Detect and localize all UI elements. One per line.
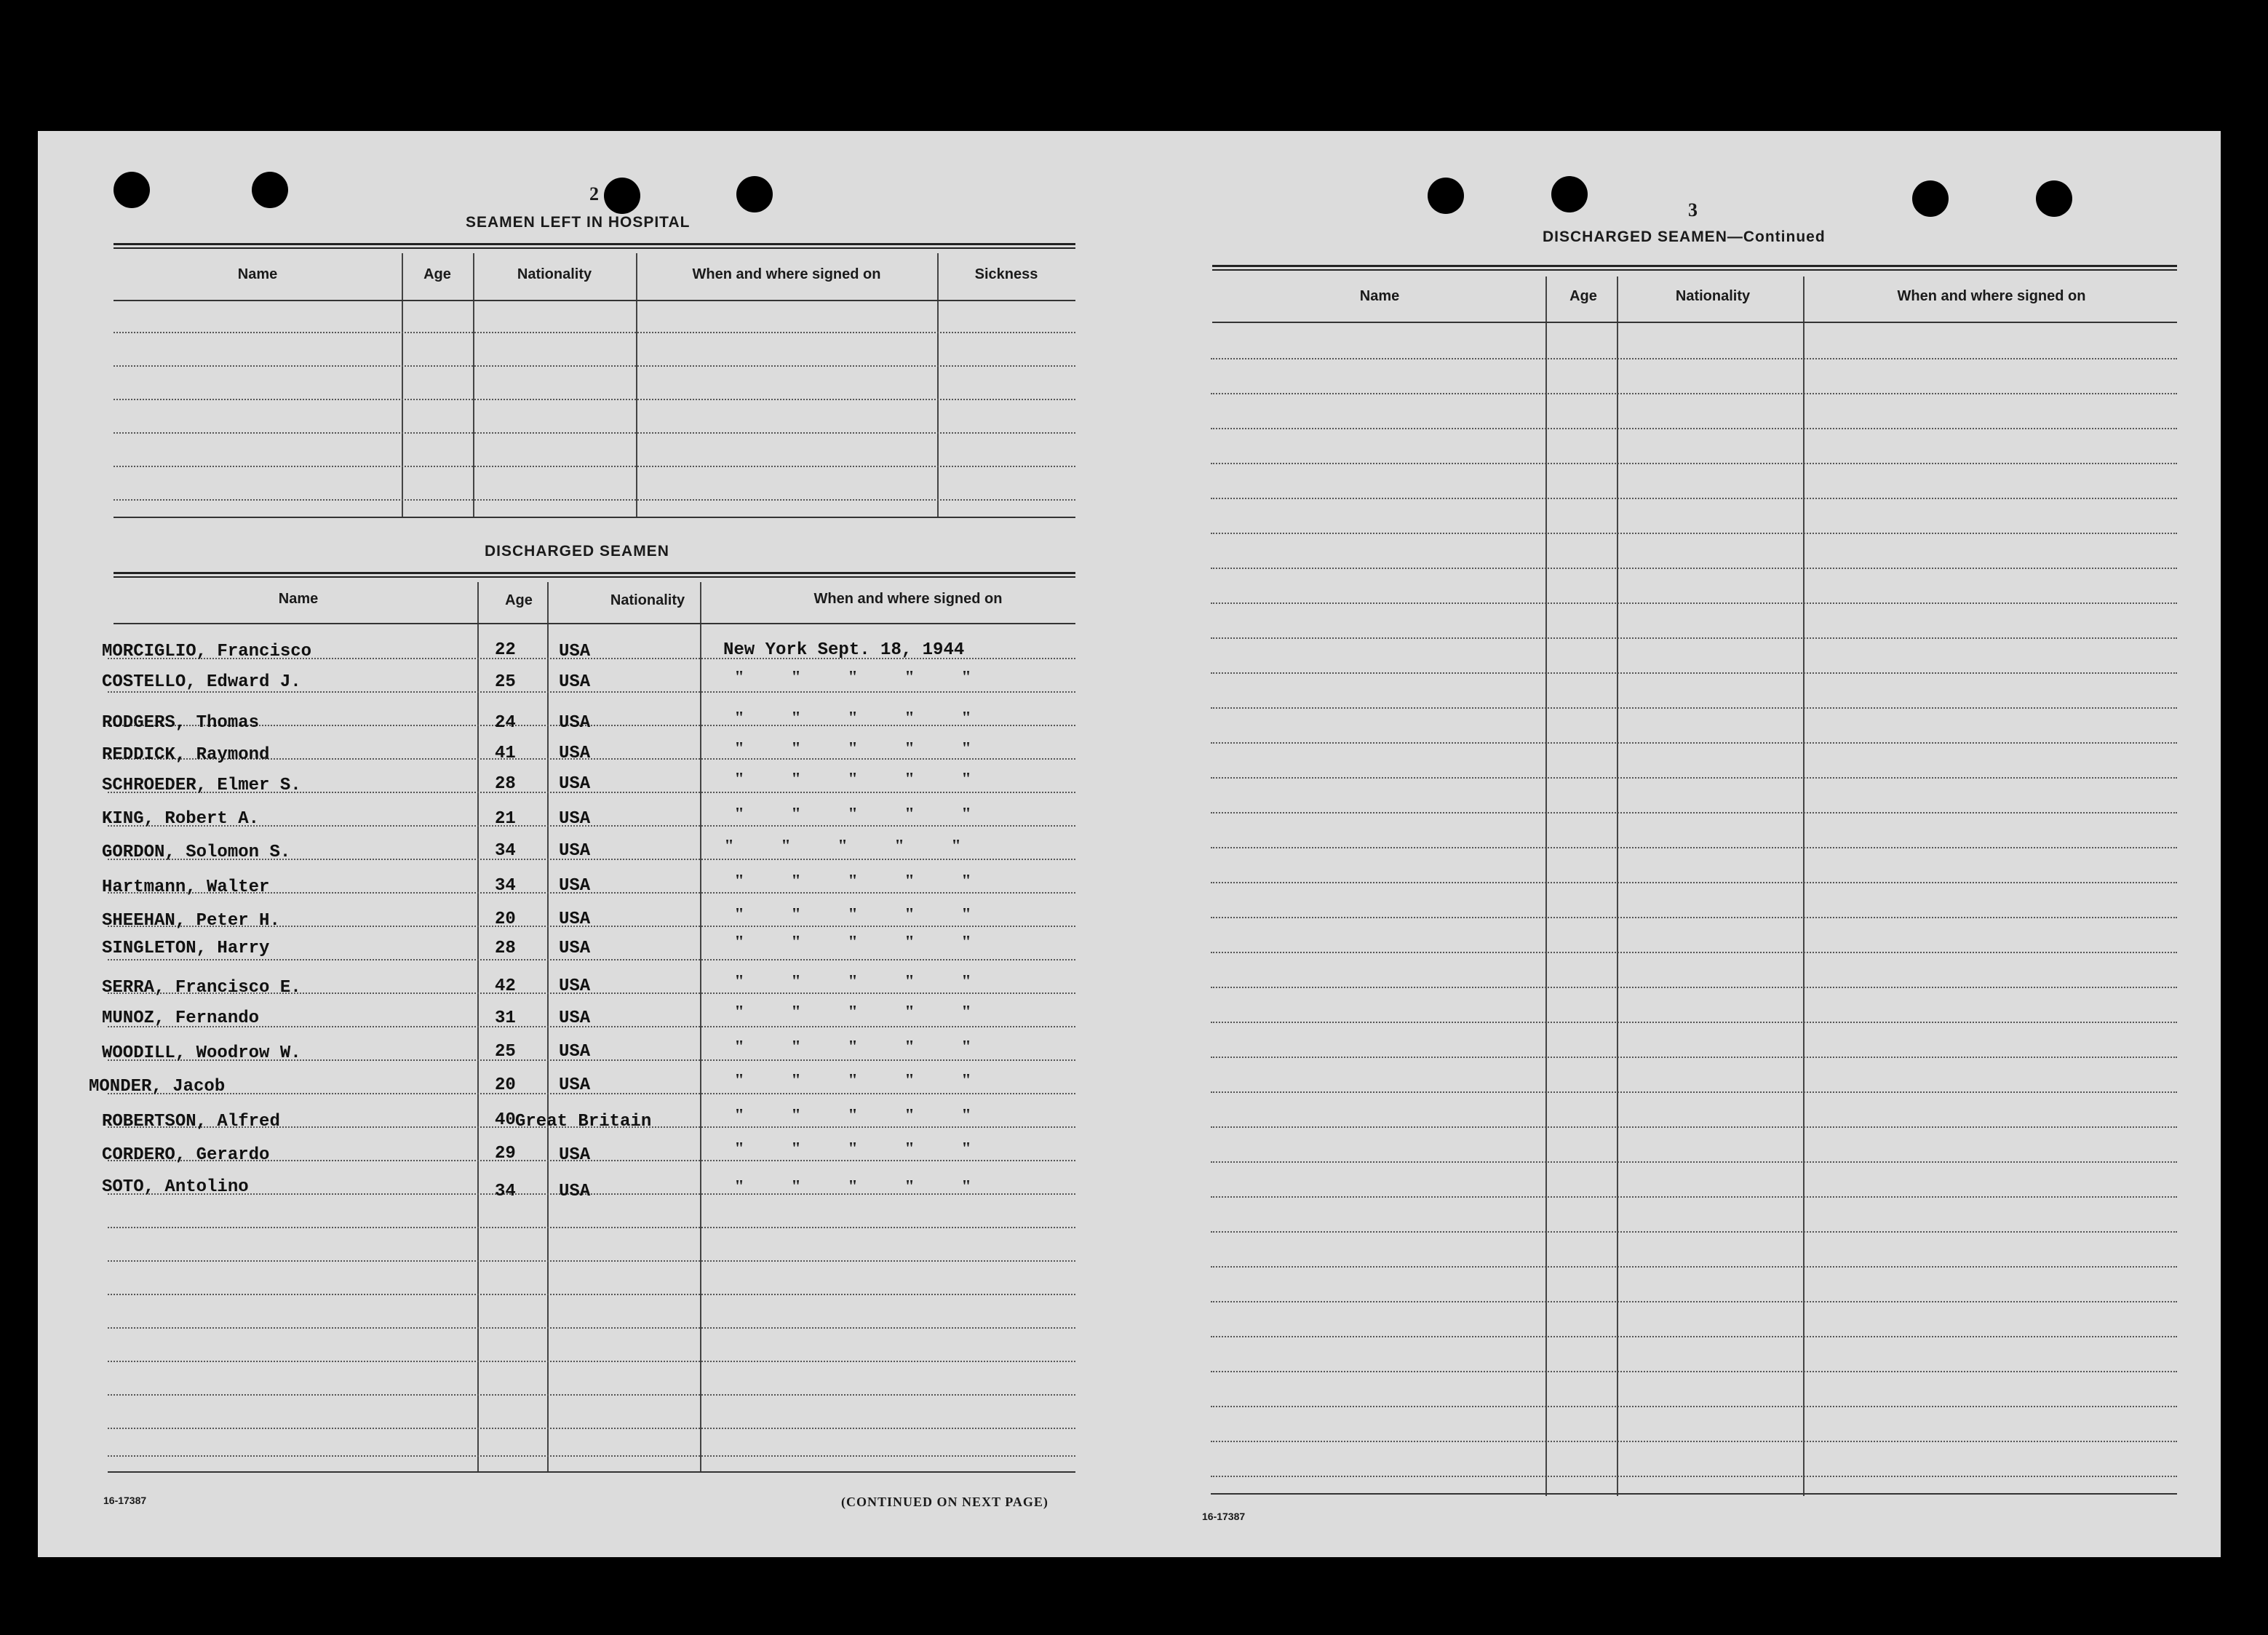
seaman-nationality: USA — [559, 1145, 591, 1165]
seaman-name: MORCIGLIO, Francisco — [102, 642, 312, 661]
right-row-line — [1211, 533, 2177, 534]
right-row-line — [1211, 672, 2177, 674]
ditto-marks: " " " " " — [734, 668, 971, 687]
seaman-nationality: USA — [559, 1075, 591, 1095]
hospital-col-divider — [402, 253, 403, 518]
hospital-col-sickness: Sickness — [974, 266, 1038, 282]
seaman-age: 42 — [495, 976, 516, 996]
seaman-name: MUNOZ, Fernando — [102, 1009, 260, 1028]
right-top-rule — [1212, 265, 2177, 271]
seaman-nationality: USA — [559, 1009, 591, 1028]
seaman-age: 21 — [495, 809, 516, 829]
hospital-row-line — [114, 399, 1075, 400]
seaman-nationality: USA — [559, 910, 591, 929]
right-row-line — [1211, 568, 2177, 569]
hospital-col-divider — [473, 253, 474, 518]
seaman-name: SOTO, Antolino — [102, 1177, 249, 1197]
seaman-age: 28 — [495, 774, 516, 794]
right-col-age: Age — [1569, 288, 1597, 304]
seaman-age: 24 — [495, 713, 516, 733]
discharged-col-nationality: Nationality — [610, 592, 685, 608]
document-sheet — [38, 131, 2221, 1557]
hospital-row-line — [114, 332, 1075, 333]
seaman-age: 34 — [495, 841, 516, 861]
seaman-name: SCHROEDER, Elmer S. — [102, 776, 301, 795]
seaman-nationality: Great Britain — [515, 1112, 652, 1131]
hospital-col-name: Name — [237, 266, 278, 282]
right-row-line — [1211, 987, 2177, 988]
seaman-nationality: USA — [559, 841, 591, 861]
right-row-line — [1211, 847, 2177, 848]
seaman-age: 20 — [495, 1075, 516, 1095]
hospital-col-signed-on: When and where signed on — [692, 266, 881, 282]
seaman-nationality: USA — [559, 672, 591, 692]
discharged-row-line — [108, 1260, 1075, 1262]
punch-hole — [1551, 176, 1588, 212]
right-row-line — [1211, 742, 2177, 744]
page-number-left: 2 — [589, 183, 599, 204]
seaman-age: 22 — [495, 640, 516, 660]
punch-hole — [2036, 180, 2072, 217]
discharged-row-line — [108, 1227, 1075, 1228]
seaman-age: 34 — [495, 1182, 516, 1201]
seaman-age: 29 — [495, 1144, 516, 1163]
discharged-row-line — [108, 959, 1075, 960]
hospital-bottom-rule — [114, 517, 1075, 518]
seaman-nationality: USA — [559, 642, 591, 661]
hospital-row-line — [114, 365, 1075, 367]
form-number-right: 16-17387 — [1202, 1511, 1246, 1522]
right-row-line — [1211, 358, 2177, 359]
discharged-row-line — [108, 1093, 1075, 1094]
seaman-age: 28 — [495, 939, 516, 958]
seaman-nationality: USA — [559, 1182, 591, 1201]
ditto-marks: " " " " " — [734, 1003, 971, 1022]
discharged-bottom-rule — [108, 1471, 1075, 1473]
seaman-name: SINGLETON, Harry — [102, 939, 270, 958]
right-row-line — [1211, 882, 2177, 883]
punch-hole — [114, 172, 150, 208]
continued-note: (CONTINUED ON NEXT PAGE) — [841, 1495, 1049, 1509]
discharged-col-name: Name — [278, 591, 319, 607]
punch-hole — [604, 178, 640, 214]
hospital-col-age: Age — [423, 266, 451, 282]
right-row-line — [1211, 1406, 2177, 1407]
right-row-line — [1211, 428, 2177, 429]
ditto-marks: " " " " " — [734, 972, 971, 991]
seaman-name: RODGERS, Thomas — [102, 713, 260, 733]
hospital-section-title: SEAMEN LEFT IN HOSPITAL — [466, 214, 691, 231]
ditto-marks: " " " " " — [734, 1106, 971, 1125]
right-row-line — [1211, 812, 2177, 813]
seaman-name: MONDER, Jacob — [89, 1077, 226, 1097]
page-number-right: 3 — [1688, 199, 1698, 220]
ditto-marks: " " " " " — [734, 709, 971, 728]
discharged-col-signed-on: When and where signed on — [813, 591, 1003, 607]
right-row-line — [1211, 707, 2177, 709]
hospital-header-rule — [114, 300, 1075, 301]
right-col-divider — [1545, 277, 1547, 1496]
right-row-line — [1211, 637, 2177, 639]
punch-hole — [252, 172, 288, 208]
ditto-marks: " " " " " — [734, 739, 971, 758]
right-row-line — [1211, 917, 2177, 918]
hospital-row-line — [114, 466, 1075, 467]
seaman-name: REDDICK, Raymond — [102, 745, 270, 765]
hospital-top-rule — [114, 243, 1075, 249]
discharged-section-title: DISCHARGED SEAMEN — [485, 543, 669, 560]
discharged-row-line — [108, 1327, 1075, 1329]
discharged-row-line — [108, 1361, 1075, 1362]
right-row-line — [1211, 1196, 2177, 1198]
punch-hole — [1912, 180, 1949, 217]
ditto-marks: " " " " " — [724, 837, 961, 856]
discharged-top-rule — [114, 572, 1075, 578]
ditto-marks: " " " " " — [734, 1038, 971, 1057]
right-row-line — [1211, 1231, 2177, 1233]
right-row-line — [1211, 1371, 2177, 1372]
right-col-divider — [1803, 277, 1805, 1496]
right-col-name: Name — [1359, 288, 1400, 304]
right-col-signed-on: When and where signed on — [1897, 288, 2086, 304]
discharged-header-rule — [114, 623, 1075, 624]
hospital-row-line — [114, 432, 1075, 434]
discharged-col-age: Age — [505, 592, 533, 608]
discharged-continued-title: DISCHARGED SEAMEN—Continued — [1543, 228, 1826, 245]
seaman-age: 40 — [495, 1110, 516, 1130]
ditto-marks: " " " " " — [734, 933, 971, 952]
seaman-name: CORDERO, Gerardo — [102, 1145, 270, 1165]
seaman-name: KING, Robert A. — [102, 809, 260, 829]
right-row-line — [1211, 498, 2177, 499]
ditto-marks: " " " " " — [734, 770, 971, 789]
seaman-nationality: USA — [559, 939, 591, 958]
seaman-nationality: USA — [559, 774, 591, 794]
seaman-age: 25 — [495, 672, 516, 692]
seaman-name: GORDON, Solomon S. — [102, 843, 291, 862]
right-row-line — [1211, 463, 2177, 464]
right-row-line — [1211, 1022, 2177, 1023]
right-header-rule — [1212, 322, 2177, 323]
seaman-nationality: USA — [559, 1042, 591, 1062]
discharged-row-line — [108, 1294, 1075, 1295]
right-row-line — [1211, 1091, 2177, 1093]
right-col-divider — [1617, 277, 1618, 1496]
punch-hole — [1428, 178, 1464, 214]
right-row-line — [1211, 952, 2177, 953]
seaman-age: 41 — [495, 744, 516, 763]
seaman-name: SHEEHAN, Peter H. — [102, 911, 280, 931]
right-bottom-rule — [1211, 1493, 2177, 1495]
form-number-left: 16-17387 — [103, 1495, 147, 1506]
seaman-name: ROBERTSON, Alfred — [102, 1112, 280, 1131]
right-row-line — [1211, 1301, 2177, 1302]
hospital-col-nationality: Nationality — [517, 266, 592, 282]
seaman-nationality: USA — [559, 876, 591, 896]
discharged-row-line — [108, 1428, 1075, 1429]
ditto-marks: " " " " " — [734, 905, 971, 924]
right-row-line — [1211, 1441, 2177, 1442]
seaman-name: WOODILL, Woodrow W. — [102, 1043, 301, 1063]
right-col-nationality: Nationality — [1675, 288, 1751, 304]
right-row-line — [1211, 1126, 2177, 1128]
right-row-line — [1211, 1266, 2177, 1268]
hospital-row-line — [114, 499, 1075, 501]
hospital-col-divider — [937, 253, 939, 518]
seaman-signed-on: New York Sept. 18, 1944 — [723, 640, 965, 660]
seaman-name: COSTELLO, Edward J. — [102, 672, 301, 692]
seaman-name: Hartmann, Walter — [102, 878, 270, 897]
ditto-marks: " " " " " — [734, 872, 971, 891]
seaman-nationality: USA — [559, 976, 591, 996]
hospital-col-divider — [636, 253, 637, 518]
right-row-line — [1211, 393, 2177, 394]
discharged-row-line — [108, 1394, 1075, 1396]
ditto-marks: " " " " " — [734, 1071, 971, 1090]
seaman-nationality: USA — [559, 744, 591, 763]
seaman-nationality: USA — [559, 809, 591, 829]
right-row-line — [1211, 777, 2177, 779]
seaman-name: SERRA, Francisco E. — [102, 978, 301, 998]
seaman-age: 20 — [495, 910, 516, 929]
right-row-line — [1211, 1336, 2177, 1337]
right-row-line — [1211, 1057, 2177, 1058]
ditto-marks: " " " " " — [734, 1139, 971, 1158]
seaman-age: 34 — [495, 876, 516, 896]
right-row-line — [1211, 1476, 2177, 1477]
seaman-nationality: USA — [559, 713, 591, 733]
ditto-marks: " " " " " — [734, 1177, 971, 1196]
seaman-age: 25 — [495, 1042, 516, 1062]
punch-hole — [736, 176, 773, 212]
seaman-age: 31 — [495, 1009, 516, 1028]
discharged-row-line — [108, 1455, 1075, 1457]
ditto-marks: " " " " " — [734, 805, 971, 824]
right-row-line — [1211, 1161, 2177, 1163]
right-row-line — [1211, 602, 2177, 604]
